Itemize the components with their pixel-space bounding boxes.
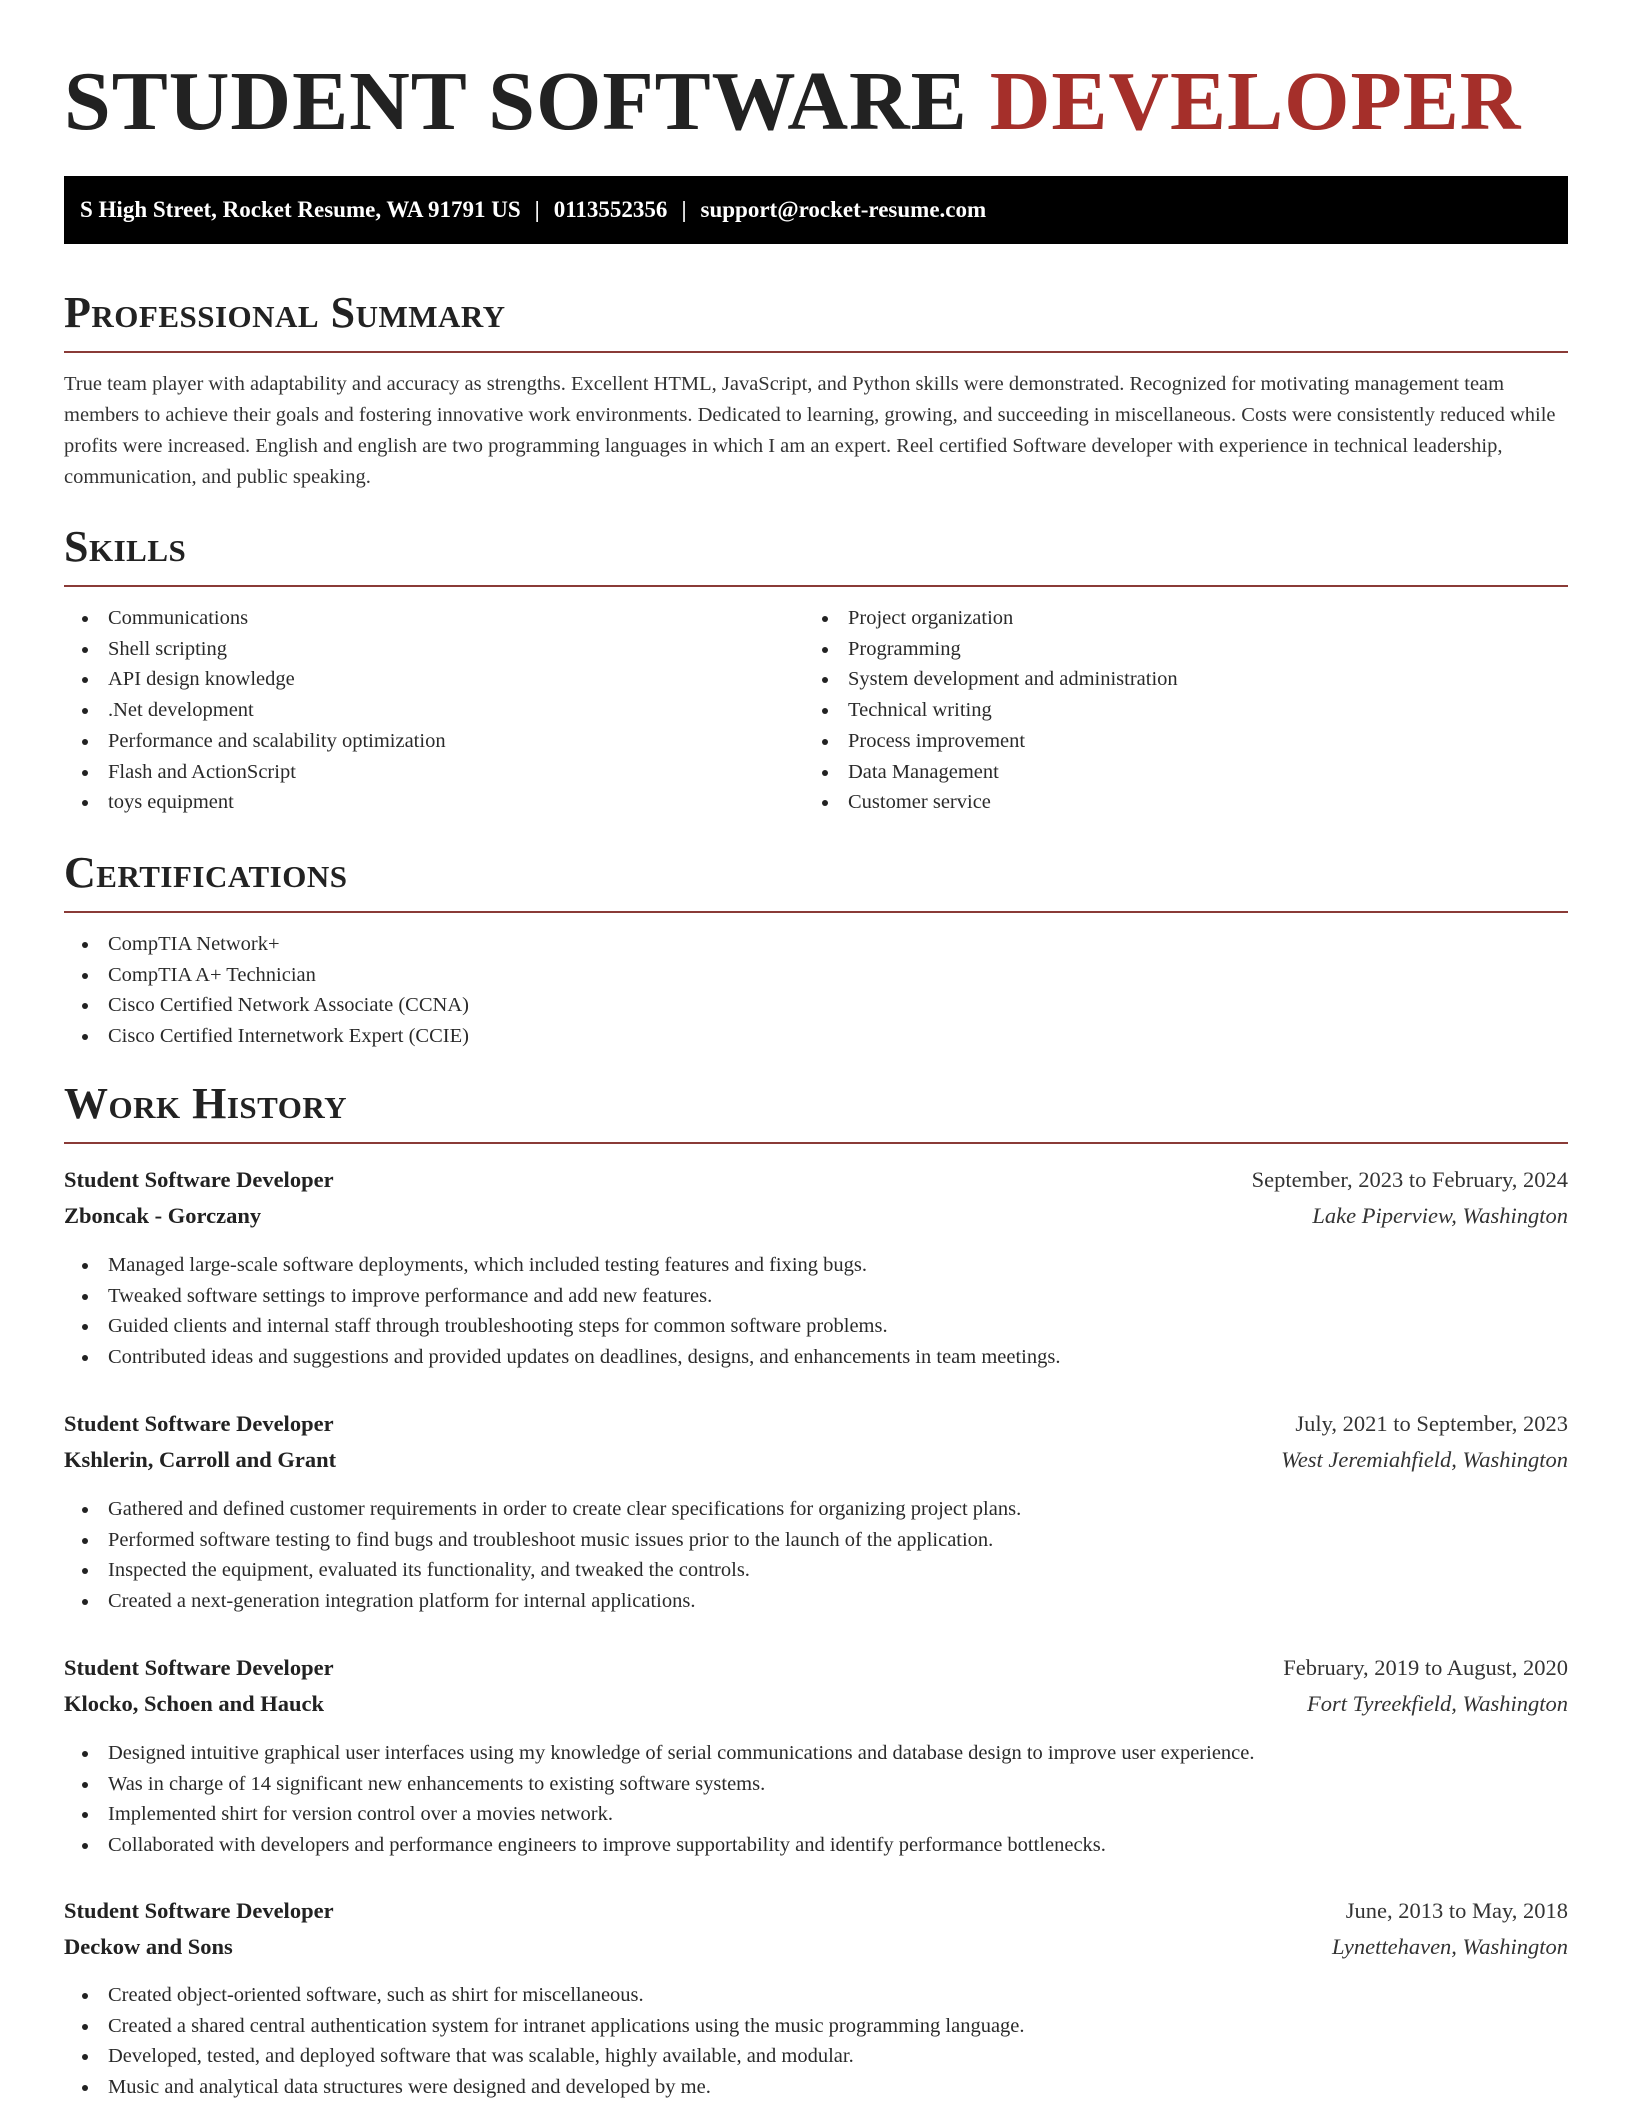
- title-main: STUDENT SOFTWARE: [64, 55, 990, 148]
- job-bullet: Created a next-generation integration platform for internal applications.: [64, 1586, 1568, 1617]
- contact-separator: |: [681, 197, 687, 222]
- job-title-row: [64, 1893, 1568, 1929]
- skill-item: System development and administration: [804, 664, 1568, 695]
- job-company: Kshlerin, Carroll and Grant: [64, 1447, 337, 1472]
- job-bullets: [64, 1494, 1568, 1617]
- job-role: Student Software Developer: [64, 1167, 334, 1192]
- job-bullet: Collaborated with developers and performance engineers to improve supportability and identify performance bottlenecks.: [64, 1830, 1568, 1861]
- job-company: Klocko, Schoen and Hauck: [64, 1691, 325, 1716]
- job-bullet: Guided clients and internal staff through troubleshooting steps for common software problems.: [64, 1311, 1568, 1342]
- certifications-heading: Certifications: [64, 848, 348, 897]
- job-bullet: Performed software testing to find bugs and troubleshoot music issues prior to the launch of the application.: [64, 1525, 1568, 1556]
- section-divider: [64, 911, 1568, 913]
- skill-item: Project organization: [804, 603, 1568, 634]
- work-history-heading: Work History: [64, 1079, 348, 1128]
- skill-item: API design knowledge: [64, 664, 804, 695]
- job-company-row: [64, 1442, 1568, 1478]
- skills-list-right: [804, 603, 1568, 818]
- certification-item: CompTIA A+ Technician: [64, 960, 1568, 991]
- job-bullets: [64, 1250, 1568, 1373]
- skill-item: Performance and scalability optimization: [64, 726, 804, 757]
- certification-item: CompTIA Network+: [64, 929, 1568, 960]
- certification-item: Cisco Certified Internetwork Expert (CCIE): [64, 1021, 1568, 1052]
- resume-title: [64, 52, 1521, 152]
- job-company: Deckow and Sons: [64, 1934, 233, 1959]
- job-bullets: [64, 1980, 1568, 2103]
- job-bullets: [64, 1738, 1568, 1861]
- title-accent: DEVELOPER: [989, 55, 1522, 148]
- job-bullet: Gathered and defined customer requirements in order to create clear specifications for organizing project plans.: [64, 1494, 1568, 1525]
- section-divider: [64, 351, 1568, 353]
- contact-phone: 0113552356: [553, 197, 668, 222]
- contact-address: S High Street, Rocket Resume, WA 91791 US: [80, 197, 521, 222]
- job-title-row: [64, 1406, 1568, 1442]
- skills-heading: Skills: [64, 522, 187, 571]
- job-company-row: [64, 1686, 1568, 1722]
- contact-email: support@rocket-resume.com: [700, 197, 987, 222]
- skill-item: Programming: [804, 634, 1568, 665]
- section-divider: [64, 585, 1568, 587]
- skill-item: Flash and ActionScript: [64, 757, 804, 788]
- job-bullet: Was in charge of 14 significant new enhancements to existing software systems.: [64, 1769, 1568, 1800]
- job-role: Student Software Developer: [64, 1411, 334, 1436]
- job-bullet: Developed, tested, and deployed software that was scalable, highly available, and modular.: [64, 2041, 1568, 2072]
- summary-text: True team player with adaptability and accuracy as strengths. Excellent HTML, JavaScript, and Python skills were demonstrated. Recognized for motivating management team members to achieve their goals and fostering innovative work environments. Dedicated to learning, growing, and succeeding in miscellaneous. Costs were consistently reduced while profits were increased. English and english are two programming languages in which I am an expert. Reel certified Software developer with experience in technical leadership, communication, and public speaking.: [64, 373, 1556, 488]
- job-bullet: Implemented shirt for version control over a movies network.: [64, 1799, 1568, 1830]
- contact-separator: |: [534, 197, 540, 222]
- job-company: Zboncak - Gorczany: [64, 1203, 262, 1228]
- job-company-row: [64, 1929, 1568, 1965]
- skill-item: .Net development: [64, 695, 804, 726]
- skill-item: Shell scripting: [64, 634, 804, 665]
- job-bullet: Inspected the equipment, evaluated its functionality, and tweaked the controls.: [64, 1555, 1568, 1586]
- job-bullet: Designed intuitive graphical user interfaces using my knowledge of serial communications and database design to improve user experience.: [64, 1738, 1568, 1769]
- job-bullet: Created a shared central authentication system for intranet applications using the music programming language.: [64, 2011, 1568, 2042]
- job-bullet: Managed large-scale software deployments, which included testing features and fixing bugs.: [64, 1250, 1568, 1281]
- contact-bar: [64, 176, 1568, 244]
- summary-heading: Professional Summary: [64, 288, 506, 337]
- job-company-row: [64, 1198, 1568, 1234]
- skill-item: Process improvement: [804, 726, 1568, 757]
- skill-item: toys equipment: [64, 787, 804, 818]
- job-dates: February, 2019 to August, 2020: [1283, 1655, 1568, 1680]
- certification-item: Cisco Certified Network Associate (CCNA): [64, 990, 1568, 1021]
- job-dates: June, 2013 to May, 2018: [1345, 1898, 1568, 1923]
- certifications-list: [64, 929, 1568, 1052]
- skills-list-left: [64, 603, 804, 818]
- job-role: Student Software Developer: [64, 1898, 334, 1923]
- skill-item: Communications: [64, 603, 804, 634]
- job-title-row: [64, 1162, 1568, 1198]
- job-title-row: [64, 1650, 1568, 1686]
- job-role: Student Software Developer: [64, 1655, 334, 1680]
- job-location: Fort Tyreekfield, Washington: [1306, 1691, 1568, 1716]
- section-divider: [64, 1142, 1568, 1144]
- skill-item: Data Management: [804, 757, 1568, 788]
- job-bullet: Contributed ideas and suggestions and provided updates on deadlines, designs, and enhancements in team meetings.: [64, 1342, 1568, 1373]
- job-location: Lynettehaven, Washington: [1332, 1934, 1568, 1959]
- job-location: Lake Piperview, Washington: [1312, 1203, 1568, 1228]
- job-location: West Jeremiahfield, Washington: [1281, 1447, 1568, 1472]
- skill-item: Customer service: [804, 787, 1568, 818]
- job-bullet: Music and analytical data structures were designed and developed by me.: [64, 2072, 1568, 2103]
- job-dates: July, 2021 to September, 2023: [1295, 1411, 1568, 1436]
- job-dates: September, 2023 to February, 2024: [1251, 1167, 1568, 1192]
- job-bullet: Tweaked software settings to improve performance and add new features.: [64, 1281, 1568, 1312]
- skill-item: Technical writing: [804, 695, 1568, 726]
- job-bullet: Created object-oriented software, such as shirt for miscellaneous.: [64, 1980, 1568, 2011]
